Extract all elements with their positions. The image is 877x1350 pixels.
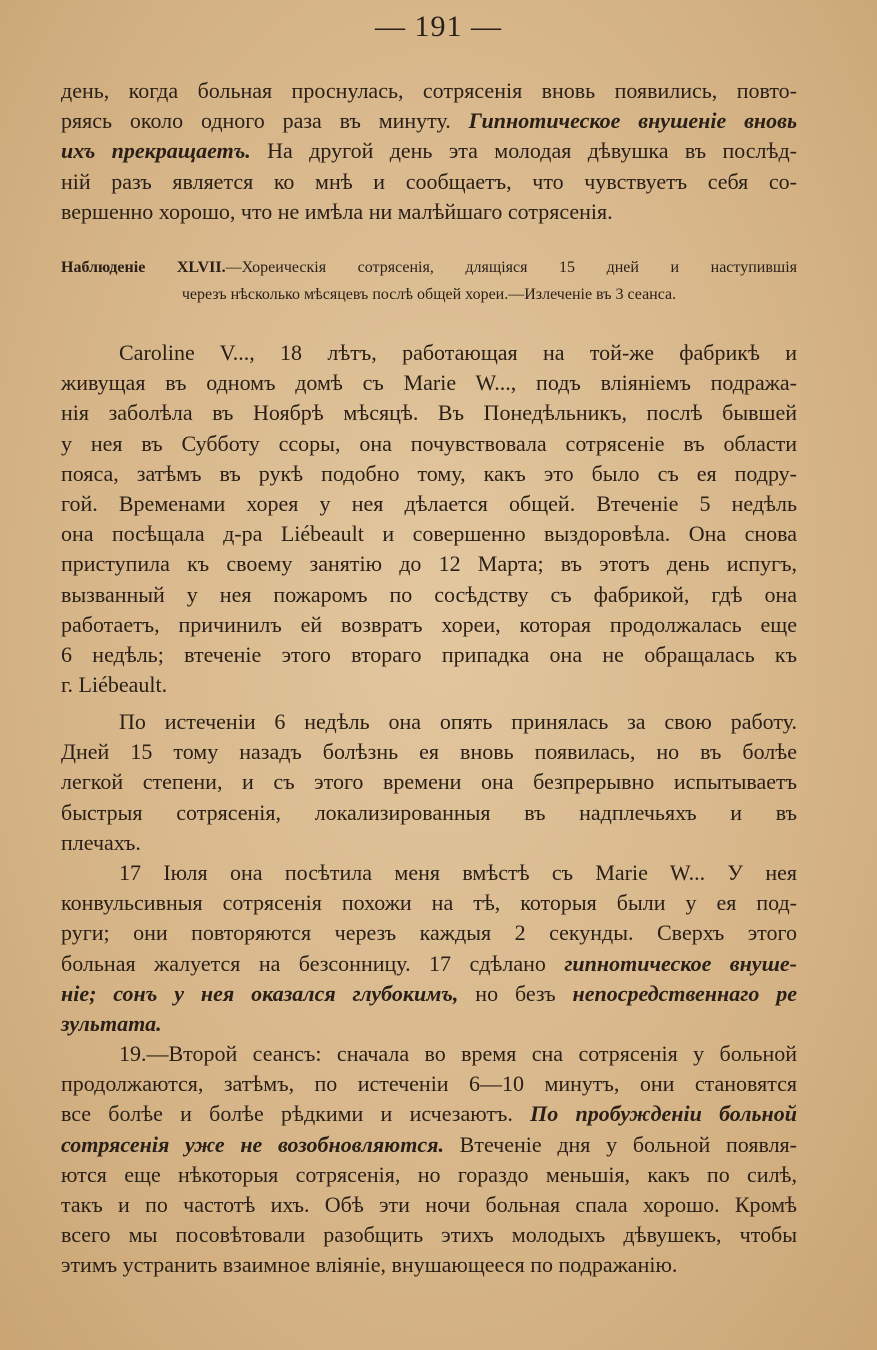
text-line: вершенно хорошо, что не имѣла ни малѣйшаго сотрясенія.	[61, 198, 613, 224]
text-line: день, когда больная проснулась, сотрясенія вновь появились, повто-	[61, 78, 797, 103]
text-line: гой. Временами хорея у нея дѣлается общей. Втеченіе 5 недѣль	[61, 491, 797, 517]
text-line: больная жалуется на безсонницу. 17 сдѣлано гипнотическое внуше-	[61, 950, 797, 976]
text-line: быстрыя сотрясенія, локализированныя въ надплечьяхъ и въ	[61, 799, 797, 825]
text-line: вызванный у нея пожаромъ по сосѣдству съ фабрикой, гдѣ она	[61, 581, 797, 607]
text-line: сотрясенія уже не возобновляются. Втеченіе дня у больной появля-	[61, 1131, 797, 1157]
text-line: зультата.	[61, 1011, 162, 1037]
text-line: ряясь около одного раза въ минуту. Гипнотическое внушеніе вновь	[61, 108, 798, 134]
text-line: ются еще нѣкоторыя сотрясенія, но гораздо меньшія, какъ по силѣ,	[61, 1161, 797, 1187]
observation-heading	[61, 254, 797, 308]
text-line: 19.—Второй сеансъ: сначала во время сна сотрясенія у больной	[119, 1041, 797, 1066]
text-line: нія заболѣла въ Ноябрѣ мѣсяцѣ. Въ Понедѣльникъ, послѣ бывшей	[61, 400, 797, 426]
text-line: ніе; сонъ у нея оказался глубокимъ, но безъ непосредственнаго ре	[61, 980, 798, 1006]
text-line: Дней 15 тому назадъ болѣзнь ея вновь появилась, но въ болѣе	[61, 739, 797, 765]
text-line: ній разъ является ко мнѣ и сообщаетъ, что чувствуетъ себя со-	[61, 168, 797, 194]
text-line: такъ и по частотѣ ихъ. Обѣ эти ночи больная спала хорошо. Кромѣ	[61, 1192, 797, 1218]
observation-heading-line: черезъ нѣсколько мѣсяцевъ послѣ общей хореи.—Излеченіе въ 3 сеанса.	[181, 286, 677, 303]
text-line: пояса, затѣмъ въ рукѣ подобно тому, какъ это было съ ея подру-	[61, 460, 797, 486]
paragraph-relapse	[61, 707, 797, 858]
text-line: плечахъ.	[61, 829, 141, 855]
text-line: этимъ устранить взаимное вліяніе, внушающееся по подражанію.	[61, 1252, 678, 1278]
paragraph-caroline	[61, 338, 797, 700]
text-line: всего мы посовѣтовали разобщить этихъ молодыхъ дѣвушекъ, чтобы	[61, 1222, 797, 1248]
page-number: — 191 —	[375, 10, 502, 43]
text-line: 6 недѣль; втеченіе этого втораго припадка она не обращалась къ	[61, 642, 797, 668]
text-line: у нея въ Субботу ссоры, она почувствовала сотрясеніе въ области	[61, 430, 797, 456]
paragraph-second-session	[61, 1039, 797, 1281]
text-line: конвульсивныя сотрясенія похожи на тѣ, которыя были у ея под-	[61, 890, 797, 916]
observation-heading-line: Наблюденіе XLVII.—Хореическія сотрясенія, длящіяся 15 дней и наступившія	[61, 259, 797, 276]
text-line: 17 Іюля она посѣтила меня вмѣстѣ съ Marie W... У нея	[119, 860, 797, 885]
text-line: продолжаются, затѣмъ, по истеченіи 6—10 минутъ, они становятся	[61, 1071, 797, 1097]
text-line: легкой степени, и съ этого времени она безпрерывно испытываетъ	[61, 769, 797, 795]
text-line: ихъ прекращаетъ. На другой день эта молодая дѣвушка въ послѣд-	[61, 138, 798, 164]
paragraph-continuation	[61, 76, 797, 227]
text-line: г. Liébeault.	[61, 672, 168, 698]
text-line: живущая въ одномъ домѣ съ Marie W..., подъ вліяніемъ подража-	[61, 370, 797, 396]
paragraph-july-visit	[61, 858, 797, 1039]
text-line: все болѣе и болѣе рѣдкими и исчезаютъ. По пробужденіи больной	[61, 1101, 797, 1127]
text-line: она посѣщала д-ра Liébeault и совершенно выздоровѣла. Она снова	[61, 521, 797, 547]
text-line: Caroline V..., 18 лѣтъ, работающая на той-же фабрикѣ и	[119, 340, 797, 365]
text-line: приступила къ своему занятію до 12 Марта; въ этотъ день испугъ,	[61, 551, 797, 577]
text-line: работаетъ, причинилъ ей возвратъ хореи, которая продолжалась еще	[61, 611, 797, 637]
text-line: руги; они повторяются черезъ каждыя 2 секунды. Сверхъ этого	[61, 920, 797, 946]
text-line: По истеченіи 6 недѣль она опять принялась за свою работу.	[119, 709, 797, 734]
